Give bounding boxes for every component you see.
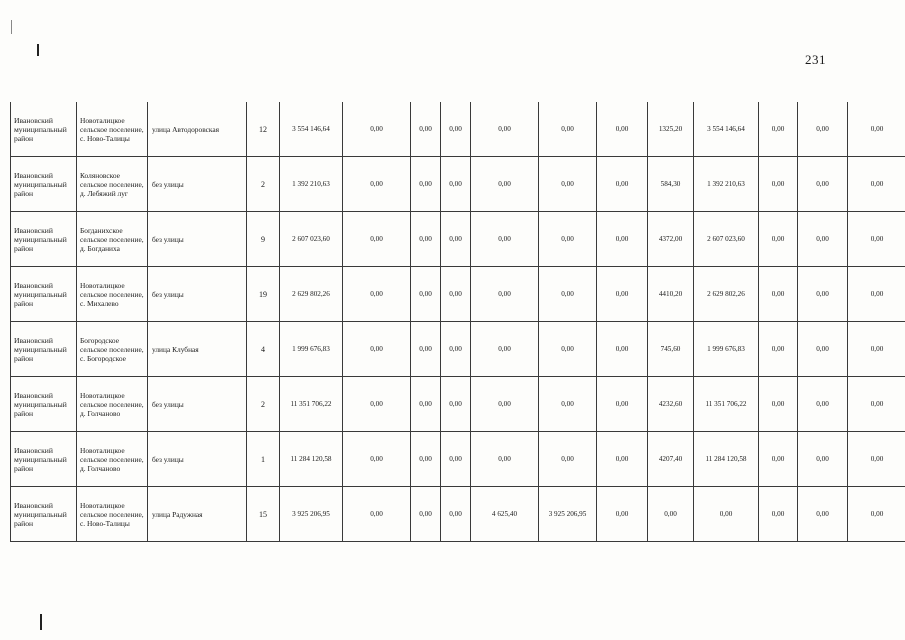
house-count-cell: 12 [247, 102, 280, 157]
house-count-cell: 4 [247, 322, 280, 377]
value-cell: 0,00 [798, 102, 848, 157]
area-cell: 4232,60 [648, 377, 694, 432]
table-row [11, 102, 905, 157]
value-cell: 0,00 [848, 267, 905, 322]
settlement-cell: Новоталицкое сельское поселение, с. Ново-Талицы [77, 102, 148, 157]
value-cell: 3 925 206,95 [539, 487, 597, 542]
value-cell: 0,00 [759, 102, 798, 157]
total-cost-cell-2: 2 607 023,60 [694, 212, 759, 267]
total-cost-cell-2: 11 351 706,22 [694, 377, 759, 432]
house-count-cell: 2 [247, 157, 280, 212]
house-count-cell: 9 [247, 212, 280, 267]
value-cell: 0,00 [798, 322, 848, 377]
value-cell: 0,00 [343, 157, 411, 212]
value-cell: 0,00 [597, 267, 648, 322]
value-cell: 0,00 [343, 102, 411, 157]
value-cell: 0,00 [848, 212, 905, 267]
value-cell: 0,00 [471, 322, 539, 377]
value-cell: 0,00 [441, 102, 471, 157]
street-cell: улица Радужная [148, 487, 247, 542]
value-cell: 0,00 [539, 157, 597, 212]
table-row [11, 377, 905, 432]
total-cost-cell: 3 925 206,95 [280, 487, 343, 542]
value-cell: 0,00 [759, 212, 798, 267]
value-cell: 0,00 [441, 157, 471, 212]
value-cell: 0,00 [441, 377, 471, 432]
value-cell: 0,00 [539, 377, 597, 432]
data-table [10, 102, 905, 542]
table-row [11, 487, 905, 542]
value-cell: 0,00 [539, 267, 597, 322]
house-count-cell: 2 [247, 377, 280, 432]
district-cell: Ивановский муниципальный район [11, 102, 77, 157]
house-count-cell: 19 [247, 267, 280, 322]
total-cost-cell: 11 284 120,58 [280, 432, 343, 487]
street-cell: без улицы [148, 432, 247, 487]
settlement-cell: Новоталицкое сельское поселение, д. Голчаново [77, 432, 148, 487]
total-cost-cell: 1 392 210,63 [280, 157, 343, 212]
house-count-cell: 1 [247, 432, 280, 487]
street-cell: без улицы [148, 377, 247, 432]
value-cell: 0,00 [343, 212, 411, 267]
table-row [11, 212, 905, 267]
total-cost-cell: 1 999 676,83 [280, 322, 343, 377]
area-cell: 745,60 [648, 322, 694, 377]
area-cell: 584,30 [648, 157, 694, 212]
total-cost-cell: 3 554 146,64 [280, 102, 343, 157]
settlement-cell: Новоталицкое сельское поселение, с. Михалево [77, 267, 148, 322]
district-cell: Ивановский муниципальный район [11, 432, 77, 487]
street-cell: без улицы [148, 267, 247, 322]
value-cell: 0,00 [539, 432, 597, 487]
total-cost-cell: 11 351 706,22 [280, 377, 343, 432]
value-cell: 0,00 [848, 322, 905, 377]
value-cell: 0,00 [441, 212, 471, 267]
value-cell: 0,00 [343, 432, 411, 487]
settlement-cell: Новоталицкое сельское поселение, с. Ново-Талицы [77, 487, 148, 542]
value-cell: 0,00 [411, 102, 441, 157]
value-cell: 0,00 [441, 432, 471, 487]
value-cell: 0,00 [471, 212, 539, 267]
value-cell: 0,00 [798, 267, 848, 322]
table-row [11, 432, 905, 487]
total-cost-cell-2: 3 554 146,64 [694, 102, 759, 157]
settlement-cell: Новоталицкое сельское поселение, д. Голчаново [77, 377, 148, 432]
value-cell: 4 625,40 [471, 487, 539, 542]
street-cell: улица Автодоровская [148, 102, 247, 157]
value-cell: 0,00 [343, 487, 411, 542]
value-cell: 0,00 [848, 102, 905, 157]
value-cell: 0,00 [343, 267, 411, 322]
value-cell: 0,00 [759, 157, 798, 212]
total-cost-cell: 2 607 023,60 [280, 212, 343, 267]
scan-mark-bottom [40, 614, 42, 630]
table-row [11, 267, 905, 322]
total-cost-cell-2: 11 284 120,58 [694, 432, 759, 487]
value-cell: 0,00 [539, 212, 597, 267]
total-cost-cell-2: 1 392 210,63 [694, 157, 759, 212]
value-cell: 0,00 [848, 377, 905, 432]
value-cell: 0,00 [848, 432, 905, 487]
value-cell: 0,00 [343, 322, 411, 377]
street-cell: без улицы [148, 212, 247, 267]
value-cell: 0,00 [441, 322, 471, 377]
district-cell: Ивановский муниципальный район [11, 157, 77, 212]
value-cell: 0,00 [798, 157, 848, 212]
page-number: 231 [805, 52, 826, 67]
district-cell: Ивановский муниципальный район [11, 212, 77, 267]
total-cost-cell: 2 629 802,26 [280, 267, 343, 322]
district-cell: Ивановский муниципальный район [11, 322, 77, 377]
value-cell: 0,00 [759, 487, 798, 542]
value-cell: 0,00 [798, 377, 848, 432]
value-cell: 0,00 [597, 432, 648, 487]
scan-mark-edge [11, 20, 12, 34]
value-cell: 0,00 [597, 377, 648, 432]
value-cell: 0,00 [848, 157, 905, 212]
value-cell: 0,00 [471, 157, 539, 212]
value-cell: 0,00 [798, 212, 848, 267]
value-cell: 0,00 [759, 377, 798, 432]
value-cell: 0,00 [411, 322, 441, 377]
value-cell: 0,00 [471, 102, 539, 157]
area-cell: 4410,20 [648, 267, 694, 322]
district-cell: Ивановский муниципальный район [11, 487, 77, 542]
scan-mark-top [37, 44, 39, 56]
total-cost-cell-2: 2 629 802,26 [694, 267, 759, 322]
value-cell: 0,00 [411, 157, 441, 212]
value-cell: 0,00 [411, 377, 441, 432]
area-cell: 4207,40 [648, 432, 694, 487]
value-cell: 0,00 [539, 322, 597, 377]
value-cell: 0,00 [343, 377, 411, 432]
value-cell: 0,00 [471, 377, 539, 432]
district-cell: Ивановский муниципальный район [11, 267, 77, 322]
value-cell: 0,00 [759, 432, 798, 487]
value-cell: 0,00 [597, 212, 648, 267]
value-cell: 0,00 [798, 487, 848, 542]
area-cell: 0,00 [648, 487, 694, 542]
settlement-cell: Богданихское сельское поселение, д. Богданиха [77, 212, 148, 267]
value-cell: 0,00 [539, 102, 597, 157]
table-row [11, 157, 905, 212]
table-body [11, 102, 905, 542]
value-cell: 0,00 [597, 487, 648, 542]
house-count-cell: 15 [247, 487, 280, 542]
value-cell: 0,00 [597, 322, 648, 377]
settlement-cell: Коляновское сельское поселение, д. Лебяжий луг [77, 157, 148, 212]
district-cell: Ивановский муниципальный район [11, 377, 77, 432]
street-cell: улица Клубная [148, 322, 247, 377]
value-cell: 0,00 [597, 102, 648, 157]
value-cell: 0,00 [411, 212, 441, 267]
value-cell: 0,00 [411, 432, 441, 487]
value-cell: 0,00 [848, 487, 905, 542]
table-row [11, 322, 905, 377]
value-cell: 0,00 [798, 432, 848, 487]
total-cost-cell-2: 0,00 [694, 487, 759, 542]
value-cell: 0,00 [759, 322, 798, 377]
area-cell: 1325,20 [648, 102, 694, 157]
value-cell: 0,00 [759, 267, 798, 322]
value-cell: 0,00 [411, 487, 441, 542]
total-cost-cell-2: 1 999 676,83 [694, 322, 759, 377]
value-cell: 0,00 [471, 267, 539, 322]
data-table-wrapper [10, 102, 905, 542]
value-cell: 0,00 [441, 487, 471, 542]
value-cell: 0,00 [471, 432, 539, 487]
street-cell: без улицы [148, 157, 247, 212]
area-cell: 4372,00 [648, 212, 694, 267]
value-cell: 0,00 [411, 267, 441, 322]
value-cell: 0,00 [441, 267, 471, 322]
value-cell: 0,00 [597, 157, 648, 212]
settlement-cell: Богородское сельское поселение, с. Богородское [77, 322, 148, 377]
